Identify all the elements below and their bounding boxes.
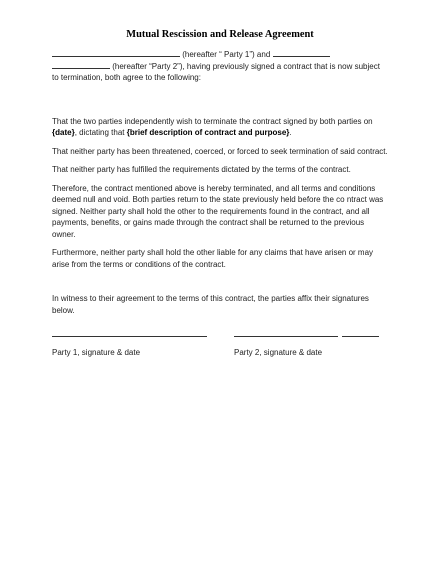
witness-statement: In witness to their agreement to the terms of this contract, the parties affix their signatures below.: [52, 294, 369, 315]
party2-signature-label: Party 2, signature & date: [234, 348, 323, 357]
termination-paragraph: Therefore, the contract mentioned above is hereby terminated, and all terms and conditions deemed null and void. Both parties return to the state previously held before the co ntract was signed. Neither party shall hold the other to the requirements found in the contract, and all payments, benefits, or gains made through the contract shall be returned to the previous owner.: [52, 183, 384, 239]
para1-text-1: That the two parties independently wish to terminate the contract signed by both parties on: [52, 116, 373, 126]
signature-block: [52, 330, 388, 370]
no-coercion-paragraph: That neither party has been threatened, coerced, or forced to seek termination of said contract.: [52, 146, 388, 156]
date-field: {date}: [52, 128, 75, 137]
party1-name-blank[interactable]: [52, 49, 180, 57]
party2-date-line[interactable]: [342, 336, 379, 337]
document-title: Mutual Rescission and Release Agreement: [126, 29, 314, 40]
intro-paragraph: [52, 49, 388, 84]
party2-name-blank-a[interactable]: [273, 49, 330, 57]
para1-text-3: .: [289, 128, 292, 137]
contract-description-field: {brief description of contract and purpose}: [126, 128, 290, 137]
para1-text-2: , dictating that: [74, 128, 125, 137]
intro-party1-text: (hereafter “ Party 1”) and: [182, 50, 271, 59]
party1-signature-line[interactable]: [52, 336, 207, 337]
party1-signature-label: Party 1, signature & date: [52, 348, 141, 357]
party2-name-blank-b[interactable]: [52, 61, 110, 69]
party2-signature-line[interactable]: [234, 336, 338, 337]
not-fulfilled-paragraph: That neither party has fulfilled the requirements dictated by the terms of the contract.: [52, 165, 351, 174]
intro-party2-text: (hereafter “Party 2”), having previously signed a contract that is now subject to termination, both agree to the following:: [52, 61, 380, 82]
release-liability-paragraph: Furthermore, neither party shall hold the other liable for any claims that have arisen or may arise from the terms or conditions of the contract.: [52, 248, 374, 269]
termination-wish-paragraph: [52, 116, 388, 139]
